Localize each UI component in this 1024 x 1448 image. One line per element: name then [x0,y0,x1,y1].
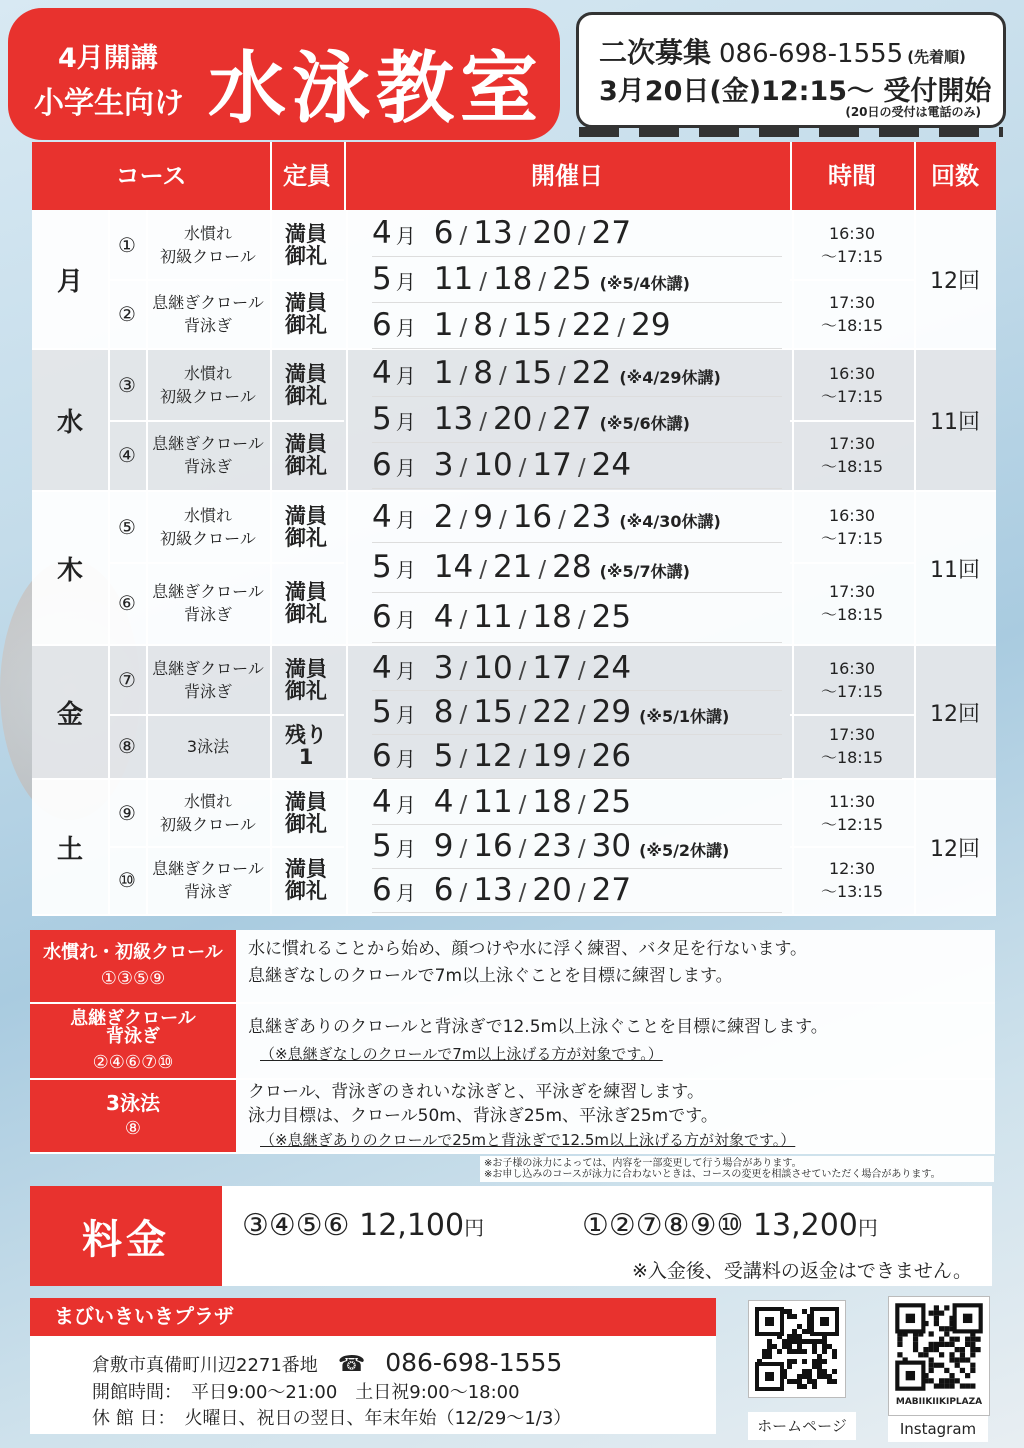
decorative-bar [579,127,1003,137]
description-title: 水慣れ・初級クロール [43,941,223,963]
session-count: 12回 [930,701,980,727]
description-title: 3泳法 [106,1090,160,1115]
month-number: 4 [372,784,392,820]
class-date: 20 [492,401,533,437]
course-name: 水慣れ 初級クロール [146,210,272,279]
schedule-dates [346,350,794,490]
holiday-note: (※5/7休講) [599,562,690,581]
course-capacity: 満員 御礼 [285,657,327,703]
date-separator: / [518,223,527,249]
class-date: 17 [532,447,572,483]
month-unit: 月 [395,659,416,683]
closed-days: 休 館 日： 火曜日、祝日の翌日、年末年始（12/29～1/3） [92,1408,572,1429]
date-separator: / [577,223,586,249]
day-label: 月 [32,210,110,348]
class-date: 2 [433,499,454,535]
date-separator: / [459,223,468,249]
date-separator: / [518,792,527,818]
course-number: ⑦ [108,646,148,714]
date-separator: / [577,702,586,728]
date-separator: / [577,880,586,906]
date-separator: / [518,836,527,862]
course-row [108,562,344,646]
day-label: 土 [32,780,110,914]
month-dates [372,690,782,735]
header-count: 回数 [931,162,979,190]
date-separator: / [479,409,487,435]
class-date: 10 [473,447,513,483]
schedule-dates [346,646,794,778]
instagram-handle: MABIIKIIKIPLAZA [895,1397,983,1407]
month-unit: 月 [395,224,416,248]
session-count: 12回 [930,836,980,862]
date-separator: / [577,658,586,684]
course-row [108,846,344,916]
description-course-numbers: ②④⑥⑦⑩ [92,1051,174,1073]
course-name: 息継ぎクロール 背泳ぎ [146,846,272,914]
class-date: 27 [552,401,592,437]
month-number: 4 [372,355,392,391]
month-unit: 月 [395,837,416,861]
month-dates [372,350,782,397]
course-capacity: 満員 御礼 [285,290,327,337]
class-date: 4 [433,784,454,820]
course-capacity: 満員 御礼 [285,790,327,836]
class-date: 9 [473,499,493,535]
class-date: 9 [433,828,454,864]
header-course: コース [32,142,272,210]
holiday-note: (※5/6休講) [599,414,690,433]
schedule-dates [346,492,794,644]
month-dates [372,780,782,825]
day-block [32,492,996,646]
fine-print [480,1156,994,1182]
class-date: 30 [591,828,632,864]
month-dates [372,868,782,913]
course-row [108,279,344,350]
class-date: 24 [591,447,632,483]
course-name: 3泳法 [146,714,272,778]
month-dates [372,442,782,489]
holiday-note: (※4/30休講) [619,512,721,531]
page-title: 水泳教室 [208,44,545,134]
course-time: 17:30 ～18:15 [790,420,916,492]
day-block [32,646,996,780]
class-date: 5 [433,738,454,774]
course-name: 水慣れ 初級クロール [146,780,272,846]
class-date: 6 [433,872,454,908]
course-capacity: 残り 1 [285,723,327,769]
course-number: ④ [108,420,148,490]
class-date: 8 [473,355,493,391]
course-number: ⑧ [108,714,148,778]
course-time: 16:30 ～17:15 [790,350,916,422]
date-separator: / [518,658,527,684]
holiday-note: (※5/1休講) [639,707,730,726]
description-line: 息継ぎありのクロールと背泳ぎで12.5m以上泳ぐことを目標に練習します。 [248,1017,828,1037]
course-descriptions [30,930,995,1154]
month-dates [372,646,782,691]
fee-section [30,1186,992,1286]
course-number: ⑨ [108,780,148,846]
date-separator: / [577,455,586,481]
month-unit: 月 [395,747,416,771]
month-unit: 月 [395,410,416,434]
description-course-numbers: ⑧ [124,1117,142,1139]
month-number: 6 [372,307,392,343]
header-dates: 開催日 [344,142,792,210]
month-dates [372,542,782,593]
class-date: 6 [433,215,454,251]
class-date: 23 [571,499,612,535]
class-date: 15 [473,694,513,730]
fee-price: 12,100 [359,1208,465,1243]
month-dates [372,734,782,779]
course-row [108,646,344,716]
date-separator: / [558,507,566,533]
month-number: 5 [372,261,392,297]
facility-name: まびいきいきプラザ [30,1298,716,1336]
day-label: 金 [32,646,110,778]
description-text [236,930,995,1002]
month-unit: 月 [395,703,416,727]
day-block [32,210,996,350]
description-line: クロール、背泳ぎのきれいな泳ぎと、平泳ぎを練習します。 [248,1082,704,1102]
date-separator: / [518,880,527,906]
class-date: 28 [552,549,592,585]
date-separator: / [459,836,468,862]
class-date: 22 [571,307,612,343]
class-date: 14 [433,549,474,585]
course-row [108,350,344,422]
date-separator: / [459,658,468,684]
facility-phone: 086-698-1555 [385,1348,563,1377]
course-name: 息継ぎクロール 背泳ぎ [146,562,272,644]
course-capacity: 満員 御礼 [285,857,327,903]
date-separator: / [498,315,507,341]
course-number: ③ [108,350,148,420]
course-number: ⑤ [108,492,148,562]
date-separator: / [459,455,468,481]
course-capacity: 満員 御礼 [285,580,327,626]
month-dates [372,592,782,643]
class-date: 15 [512,355,553,391]
class-date: 18 [532,599,572,635]
class-date: 16 [473,828,513,864]
class-date: 21 [492,549,533,585]
class-date: 3 [433,447,454,483]
course-time: 17:30 ～18:15 [790,562,916,646]
course-capacity: 満員 御礼 [285,432,327,478]
recruit-info-box [576,12,1006,128]
course-number: ① [108,210,148,279]
fee-price: 13,200 [752,1208,858,1243]
month-dates [372,396,782,443]
class-date: 24 [591,650,632,686]
date-separator: / [479,557,487,583]
facility-address: 倉敷市真備町川辺2271番地 [92,1355,318,1376]
date-separator: / [577,746,586,772]
fee-note: ※入金後、受講料の返金はできません。 [631,1260,972,1282]
table-header [32,142,996,210]
class-date: 25 [591,599,632,635]
course-row [108,714,344,780]
fee-currency: 円 [464,1216,485,1240]
recruit-line [599,31,966,71]
class-date: 26 [591,738,632,774]
description-line: 息継ぎなしのクロールで7m以上泳ぐことを目標に練習します。 [248,966,733,986]
class-date: 19 [532,738,572,774]
title-sub-opening: 4月開講 [58,43,158,74]
schedule-dates [346,780,794,914]
date-separator: / [459,507,468,533]
date-separator: / [558,315,566,341]
header-capacity: 定員 [270,142,346,210]
course-name: 息継ぎクロール 背泳ぎ [146,420,272,490]
date-separator: / [459,363,468,389]
course-row [108,420,344,492]
month-unit: 月 [395,270,416,294]
class-date: 27 [591,215,632,251]
session-count: 11回 [930,557,980,583]
course-row [108,210,344,281]
date-separator: / [518,746,527,772]
instagram-label: Instagram [888,1416,988,1442]
course-name: 息継ぎクロール 背泳ぎ [146,646,272,714]
date-separator: / [538,269,547,295]
class-date: 29 [631,307,671,343]
month-number: 6 [372,447,392,483]
title-sub-target: 小学生向け [34,86,184,121]
course-number: ② [108,279,148,348]
month-dates [372,256,782,303]
class-date: 27 [591,872,632,908]
month-unit: 月 [395,364,416,388]
course-number: ⑩ [108,846,148,914]
class-date: 18 [492,261,533,297]
description-label [30,1080,236,1152]
date-separator: / [459,315,468,341]
class-date: 8 [473,307,493,343]
fee-group-1 [242,1208,484,1243]
month-dates [372,210,782,257]
qr-code-icon [749,1301,845,1397]
month-number: 6 [372,599,392,635]
class-date: 1 [433,307,454,343]
date-separator: / [538,409,547,435]
recruit-phone: 086-698-1555 [719,39,904,69]
class-date: 22 [571,355,612,391]
class-date: 11 [473,784,513,820]
fine-print-line: ※お申し込みのコースが泳力に合わないときは、コースの変更を相談させていただく場合があります。 [484,1169,941,1180]
description-line: 水に慣れることから始め、顔つけや水に浮く練習、バタ足を行ないます。 [248,939,807,959]
class-date: 8 [433,694,454,730]
class-date: 11 [473,599,513,635]
course-name: 水慣れ 初級クロール [146,350,272,420]
date-separator: / [459,792,468,818]
class-date: 13 [473,215,513,251]
date-separator: / [459,702,468,728]
class-date: 22 [532,694,572,730]
date-separator: / [617,315,626,341]
schedule-body [32,210,996,916]
schedule-table [32,142,996,916]
description-row [30,1080,995,1154]
class-date: 12 [473,738,513,774]
fee-courses: ①②⑦⑧⑨⑩ [582,1208,744,1243]
description-label [30,1004,236,1078]
recruit-start: 3月20日(金)12:15～ 受付開始 [599,76,992,107]
month-dates [372,492,782,543]
month-number: 5 [372,828,392,864]
class-date: 23 [532,828,572,864]
date-separator: / [558,363,566,389]
date-separator: / [518,702,527,728]
month-unit: 月 [395,881,416,905]
fee-currency: 円 [857,1216,878,1240]
course-capacity: 満員 御礼 [285,221,327,268]
date-separator: / [518,455,527,481]
month-unit: 月 [395,558,416,582]
date-separator: / [459,746,468,772]
fee-label: 料金 [30,1186,222,1286]
class-date: 4 [433,599,454,635]
course-name: 息継ぎクロール 背泳ぎ [146,279,272,348]
class-date: 18 [532,784,572,820]
month-unit: 月 [395,508,416,532]
course-time: 17:30 ～18:15 [790,714,916,780]
course-capacity: 満員 御礼 [285,362,327,408]
opening-hours: 開館時間： 平日9:00～21:00 土日祝9:00～18:00 [92,1382,520,1403]
month-unit: 月 [395,456,416,480]
date-separator: / [577,836,586,862]
course-time: 17:30 ～18:15 [790,279,916,350]
course-name: 水慣れ 初級クロール [146,492,272,562]
course-time: 16:30 ～17:15 [790,210,916,281]
homepage-label: ホームページ [748,1412,856,1440]
month-unit: 月 [395,316,416,340]
recruit-phone-note: (20日の受付は電話のみ) [845,105,981,119]
class-date: 29 [591,694,632,730]
class-date: 15 [512,307,553,343]
recruit-note: (先着順) [907,48,966,66]
month-number: 5 [372,401,392,437]
month-number: 5 [372,694,392,730]
month-number: 4 [372,650,392,686]
class-date: 13 [433,401,474,437]
day-block [32,780,996,916]
day-block [32,350,996,492]
header-time: 時間 [790,142,916,210]
course-time: 11:30 ～12:15 [790,780,916,848]
course-row [108,492,344,564]
description-text [236,1004,995,1078]
description-note: （※息継ぎありのクロールで25mと背泳ぎで12.5m以上泳げる方が対象です。） [260,1131,796,1149]
class-date: 10 [473,650,513,686]
date-separator: / [538,557,547,583]
description-row [30,930,995,1004]
date-separator: / [498,507,507,533]
description-note: （※息継ぎなしのクロールで7m以上泳げる方が対象です。） [260,1045,663,1063]
description-label [30,930,236,1002]
date-separator: / [459,607,468,633]
session-count: 11回 [930,409,980,435]
qr-code-icon [889,1297,989,1397]
description-course-numbers: ①③⑤⑨ [100,967,166,989]
course-time: 16:30 ～17:15 [790,492,916,564]
date-separator: / [518,607,527,633]
class-date: 1 [433,355,454,391]
class-date: 20 [532,215,572,251]
recruit-label: 二次募集 [599,36,712,69]
month-number: 4 [372,215,392,251]
class-date: 20 [532,872,572,908]
month-dates [372,824,782,869]
fine-print-line: ※お子様の泳力によっては、内容を一部変更して行う場合があります。 [484,1158,802,1169]
month-number: 6 [372,872,392,908]
course-number: ⑥ [108,562,148,644]
facility-address-line [92,1348,562,1377]
class-date: 3 [433,650,454,686]
facility-info [30,1298,716,1434]
description-text [236,1080,995,1152]
class-date: 25 [552,261,592,297]
class-date: 16 [512,499,553,535]
title-banner [8,8,560,140]
description-title: 息継ぎクロール 背泳ぎ [70,1007,196,1047]
date-separator: / [498,363,507,389]
class-date: 13 [473,872,513,908]
schedule-dates [346,210,794,348]
holiday-note: (※5/2休講) [639,841,730,860]
fee-group-2 [582,1208,878,1243]
homepage-qr-code[interactable] [748,1300,846,1398]
session-count: 12回 [930,268,980,294]
phone-icon: ☎ [337,1352,366,1377]
month-number: 5 [372,549,392,585]
course-time: 12:30 ～13:15 [790,846,916,916]
month-number: 6 [372,738,392,774]
holiday-note: (※4/29休講) [619,368,721,387]
description-line: 泳力目標は、クロール50m、背泳ぎ25m、平泳ぎ25mです。 [248,1106,718,1126]
month-unit: 月 [395,608,416,632]
course-capacity: 満員 御礼 [285,504,327,550]
date-separator: / [577,792,586,818]
holiday-note: (※5/4休講) [599,274,690,293]
class-date: 17 [532,650,572,686]
day-label: 水 [32,350,110,490]
date-separator: / [479,269,487,295]
instagram-qr-code[interactable] [888,1296,990,1416]
description-row [30,1004,995,1080]
date-separator: / [459,880,468,906]
month-number: 4 [372,499,392,535]
date-separator: / [577,607,586,633]
course-row [108,780,344,848]
class-date: 25 [591,784,632,820]
month-unit: 月 [395,793,416,817]
course-time: 16:30 ～17:15 [790,646,916,716]
day-label: 木 [32,492,110,644]
fee-courses: ③④⑤⑥ [242,1208,350,1243]
month-dates [372,302,782,349]
class-date: 11 [433,261,474,297]
